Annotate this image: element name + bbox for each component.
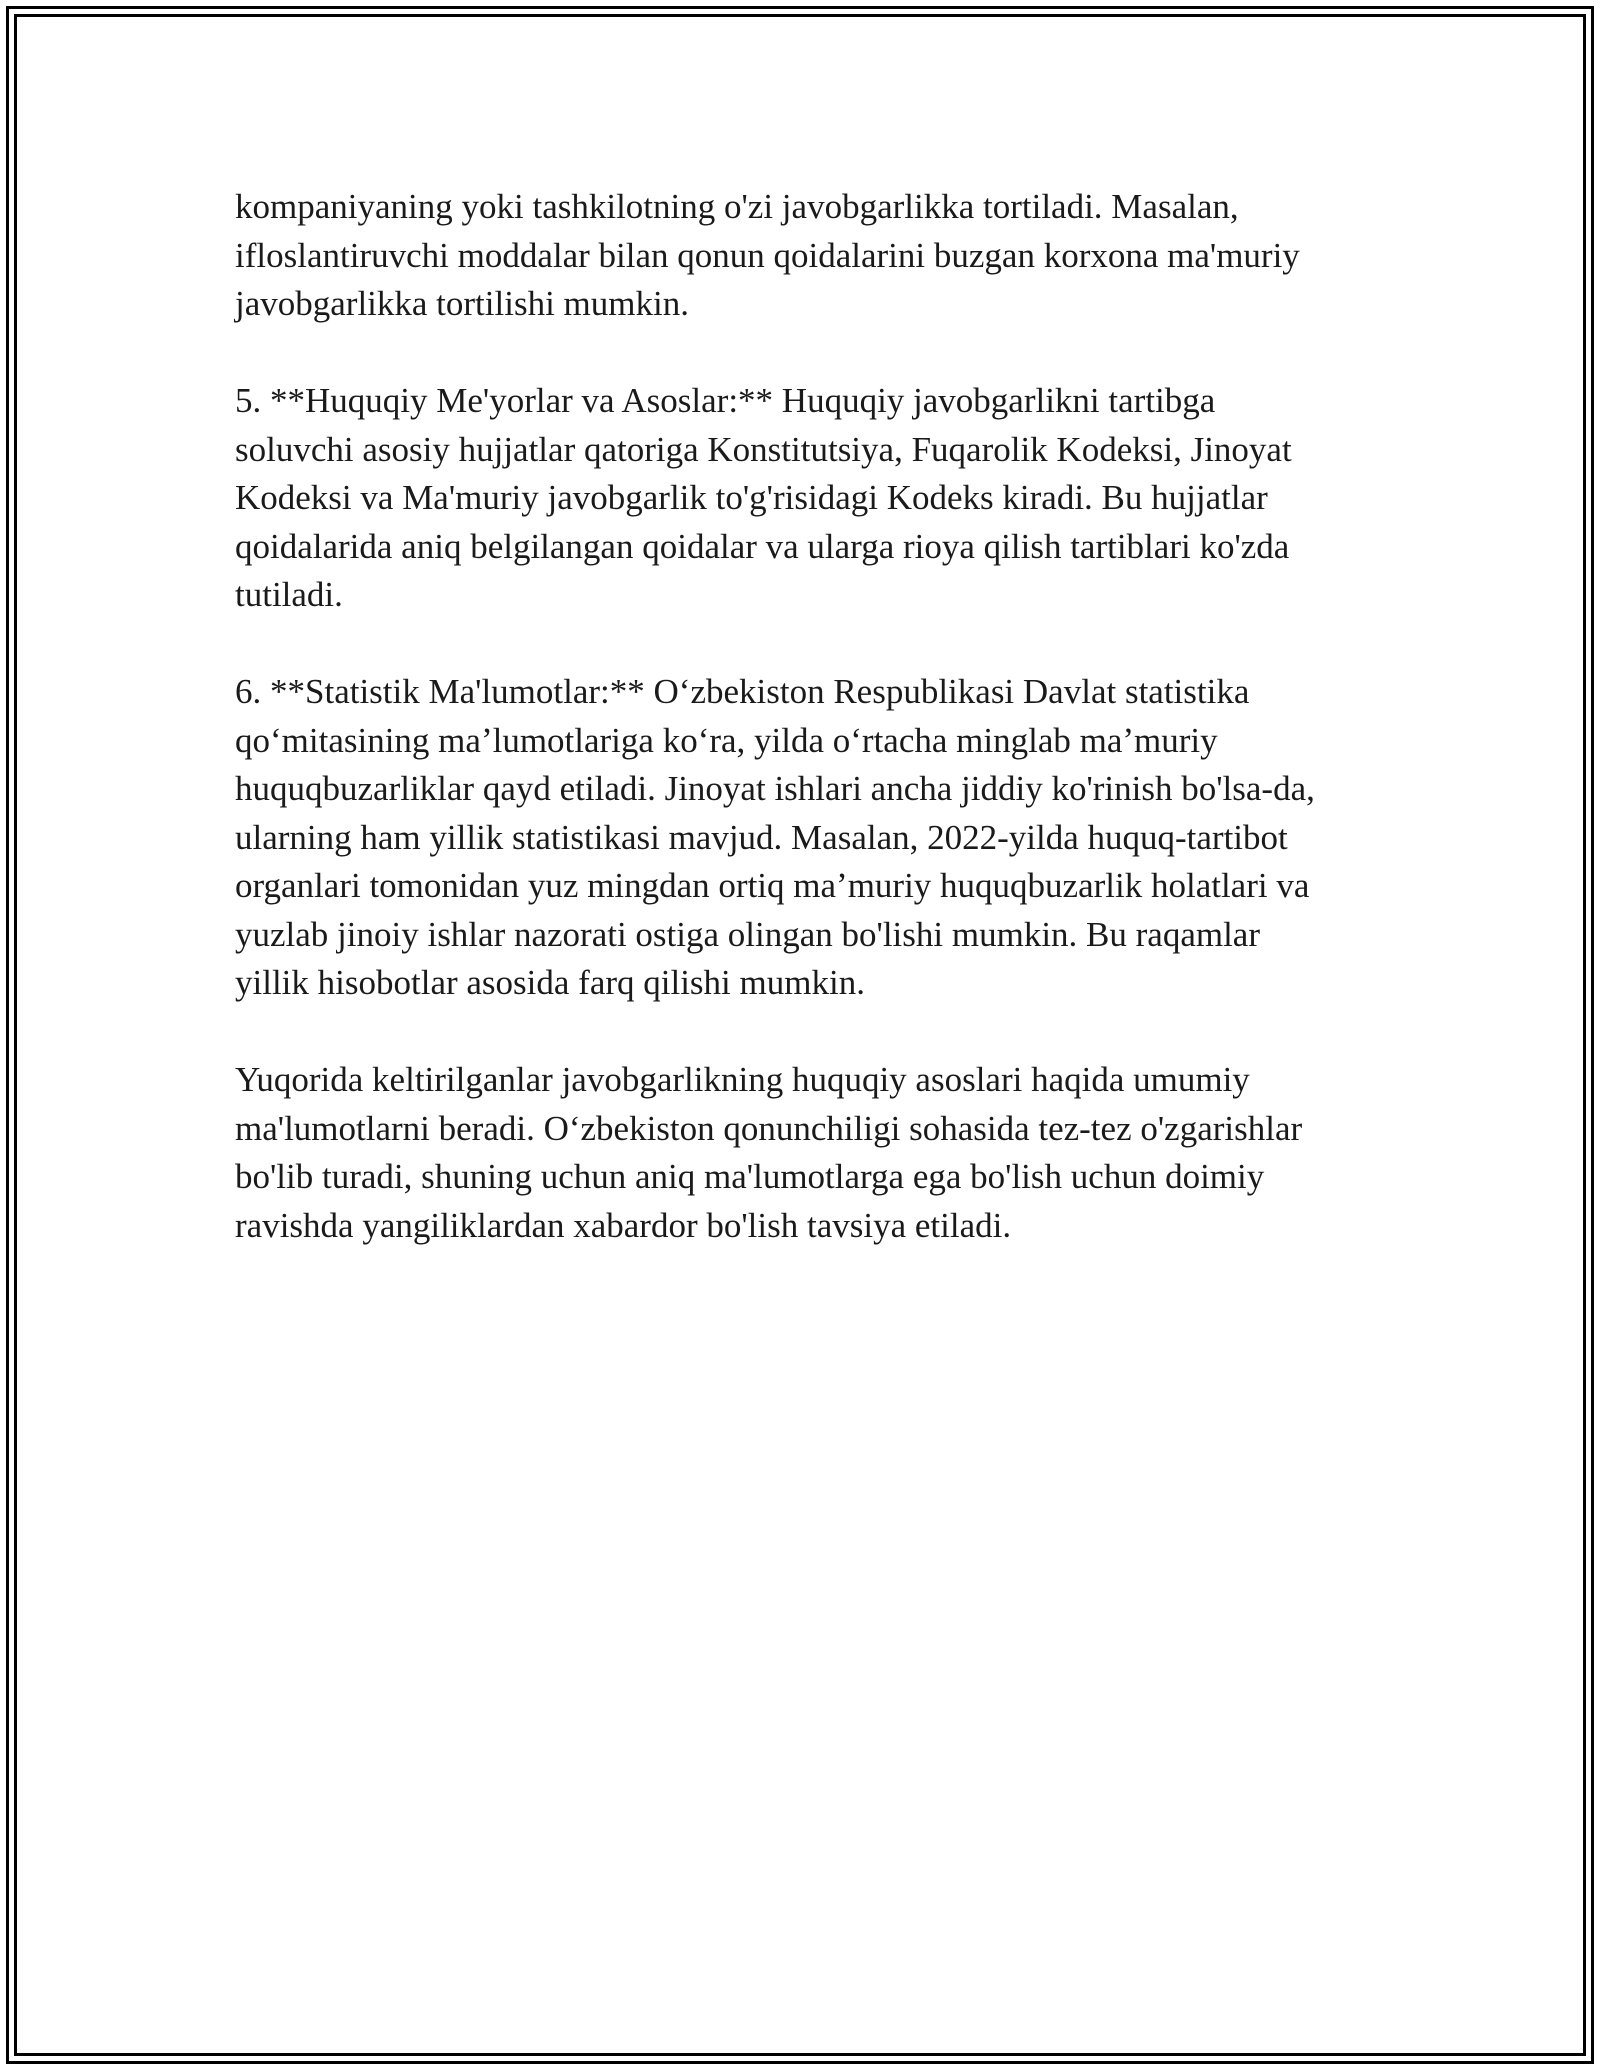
paragraph-statistics [235,668,1385,1008]
paragraph-conclusion [235,1056,1385,1250]
paragraph-liability-example [235,183,1385,329]
text-line: qoʻmitasining maʼlumotlariga koʻra, yilda oʻrtacha minglab maʼmuriy [235,720,1218,760]
text-line: 6. **Statistik Ma'lumotlar:** Oʻzbekiston Respublikasi Davlat statistika [235,672,1250,711]
text-line: Kodeksi va Ma'muriy javobgarlik to'g'risidagi Kodeks kiradi. Bu hujjatlar [235,478,1268,517]
text-line: javobgarlikka tortilishi mumkin. [235,284,689,323]
text-line: ifloslantiruvchi moddalar bilan qonun qoidalarini buzgan korxona ma'muriy [235,235,1300,275]
text-line: 5. **Huquqiy Me'yorlar va Asoslar:** Huquqiy javobgarlikni tartibga [235,381,1216,420]
text-line: ma'lumotlarni beradi. Oʻzbekiston qonunchiligi sohasida tez-tez o'zgarishlar [235,1108,1303,1148]
paragraph-legal-norms [235,377,1385,620]
text-line: kompaniyaning yoki tashkilotning o'zi javobgarlikka tortiladi. Masalan, [235,187,1239,226]
text-line: huquqbuzarliklar qayd etiladi. Jinoyat ishlari ancha jiddiy ko'rinish bo'lsa-da, [235,769,1315,808]
text-line: organlari tomonidan yuz mingdan ortiq maʼmuriy huquqbuzarlik holatlari va [235,866,1310,905]
text-line: yillik hisobotlar asosida farq qilishi mumkin. [235,963,865,1002]
text-line: Yuqorida keltirilganlar javobgarlikning huquqiy asoslari haqida umumiy [235,1060,1250,1099]
text-line: tutiladi. [235,575,343,614]
text-line: ularning ham yillik statistikasi mavjud. Masalan, 2022-yilda huquq-tartibot [235,817,1288,857]
text-line: soluvchi asosiy hujjatlar qatoriga Konstitutsiya, Fuqarolik Kodeksi, Jinoyat [235,429,1292,469]
text-line: ravishda yangiliklardan xabardor bo'lish tavsiya etiladi. [235,1205,1012,1245]
text-line: yuzlab jinoiy ishlar nazorati ostiga olingan bo'lishi mumkin. Bu raqamlar [235,914,1260,954]
document-body [235,183,1385,1299]
text-line: qoidalarida aniq belgilangan qoidalar va ularga rioya qilish tartiblari ko'zda [235,526,1290,566]
text-line: bo'lib turadi, shuning uchun aniq ma'lumotlarga ega bo'lish uchun doimiy [235,1157,1265,1196]
